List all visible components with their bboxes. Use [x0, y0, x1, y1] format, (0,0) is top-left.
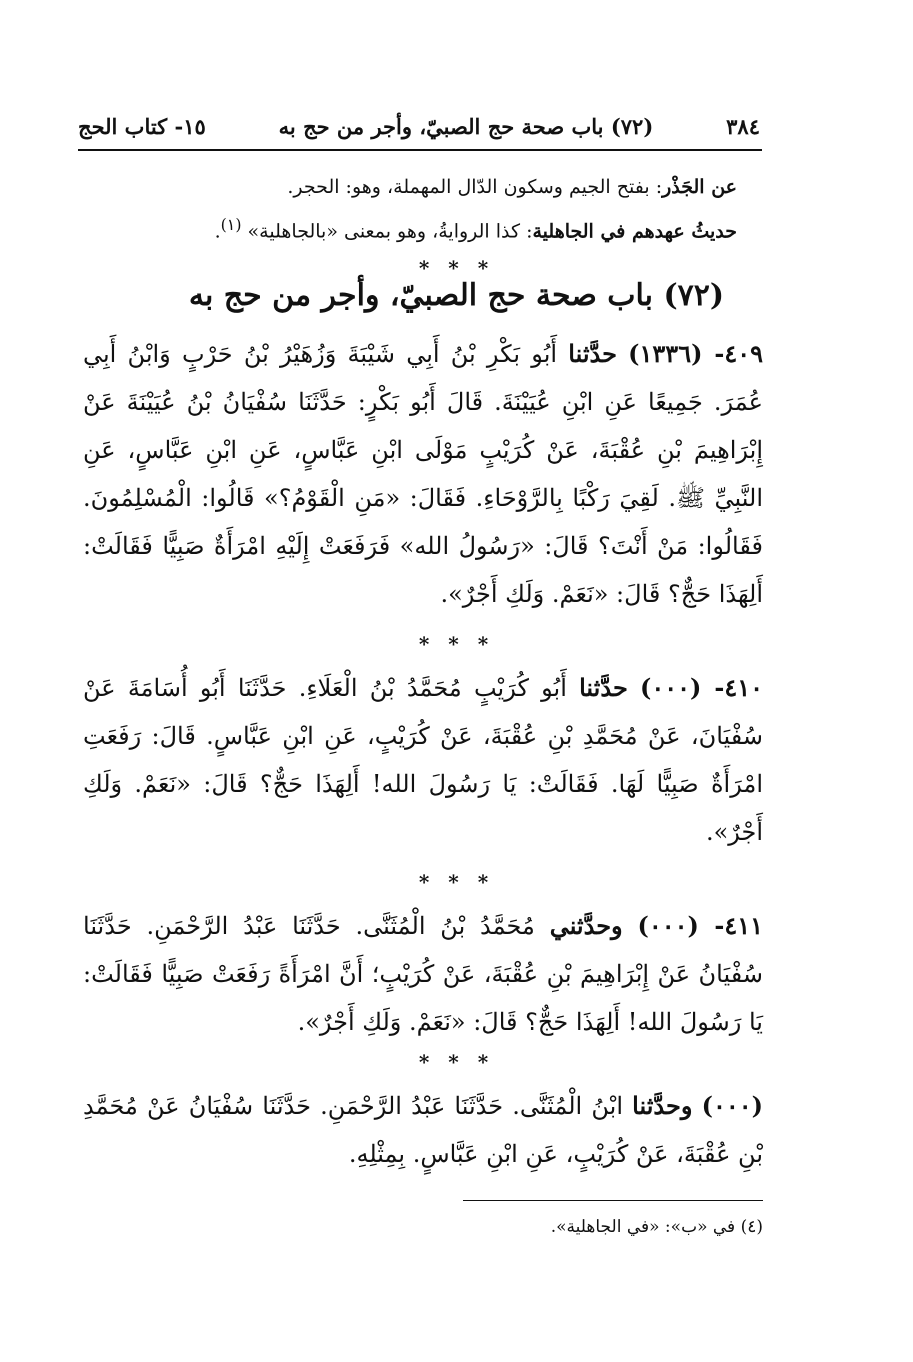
- chapter-title: (٧٢) باب صحة حج الصبيّ، وأجر من حج به: [188, 278, 725, 313]
- footnote-marker: (٤): [740, 1217, 763, 1237]
- hadith-text: أَبُو بَكْرِ بْنُ أَبِي شَيْبَةَ وَزُهَيْرُ بْنُ حَرْبٍ وَابْنُ أَبِي عُمَرَ. جَمِيعًا عَنِ ابْنِ عُيَيْنَةَ. قَالَ أَبُو بَكْرٍ: حَدَّثَنَا سُفْيَانُ بْنُ عُيَيْنَةَ عَنْ إِبْرَاهِيمَ بْنِ عُقْبَةَ، عَنْ كُرَيْبٍ مَوْلَى ابْنِ عَبَّاسٍ، عَنِ ابْنِ عَبَّاسٍ، عَنِ النَّبِيِّ ﷺ. لَقِيَ رَكْبًا بِالرَّوْحَاءِ. فَقَالَ: «مَنِ الْقَوْمُ؟» قَالُوا: الْمُسْلِمُونَ. فَقَالُوا: مَنْ أَنْتَ؟ قَالَ: «رَسُولُ الله» فَرَفَعَتْ إِلَيْهِ امْرَأَةٌ صَبِيًّا فَقَالَتْ: أَلِهَذَا حَجٌّ؟ قَالَ: «نَعَمْ. وَلَكِ أَجْرٌ».: [83, 340, 763, 608]
- hadith-text: أَبُو كُرَيْبٍ مُحَمَّدُ بْنُ الْعَلَاءِ. حَدَّثَنَا أَبُو أُسَامَةَ عَنْ سُفْيَانَ، عَنْ مُحَمَّدِ بْنِ عُقْبَةَ، عَنْ كُرَيْبٍ، عَنِ ابْنِ عَبَّاسٍ. قَالَ: رَفَعَتِ امْرَأَةٌ صَبِيًّا لَهَا. فَقَالَتْ: يَا رَسُولَ الله! أَلِهَذَا حَجٌّ؟ قَالَ: «نَعَمْ. وَلَكِ أَجْرٌ».: [83, 674, 763, 846]
- intro-notes: [177, 168, 737, 250]
- hadith-entry: [83, 902, 763, 1046]
- note-text: : بفتح الجيم وسكون الدّال المهملة، وهو: الحجر.: [287, 176, 663, 198]
- note-text: : كذا الروايةُ، وهو بمعنى «بالجاهلية»: [247, 220, 533, 243]
- section-separator: * * *: [418, 632, 495, 656]
- hadith-number: (٠٠٠): [701, 1091, 763, 1120]
- hadith-text: مُحَمَّدُ بْنُ الْمُثَنَّى. حَدَّثَنَا عَبْدُ الرَّحْمَنِ. حَدَّثَنَا سُفْيَانُ عَنْ إِبْرَاهِيمَ بْنِ عُقْبَةَ، عَنْ كُرَيْبٍ؛ أَنَّ امْرَأَةً رَفَعَتْ صَبِيًّا فَقَالَتْ: يَا رَسُولَ الله! أَلِهَذَا حَجٌّ؟ قَالَ: «نَعَمْ. وَلَكِ أَجْرٌ».: [83, 912, 763, 1036]
- hadith-number: ٤٠٩- (١٣٣٦): [628, 339, 763, 368]
- hadith-text: ابْنُ الْمُثَنَّى. حَدَّثَنَا عَبْدُ الرَّحْمَنِ. حَدَّثَنَا سُفْيَانُ عَنْ مُحَمَّدِ بْنِ عُقْبَةَ، عَنْ كُرَيْبٍ، عَنِ ابْنِ عَبَّاسٍ. بِمِثْلِهِ.: [83, 1092, 763, 1168]
- note-line: حديثُ عهدهم في الجاهلية: كذا الروايةُ، وهو بمعنى «بالجاهلية» $^{(١)}$.: [214, 215, 737, 243]
- hadith-entry: [83, 330, 763, 618]
- book-running-title: ١٥- كتاب الحج: [78, 113, 206, 139]
- hadith-narrator-verb: وحدَّثنا: [632, 1091, 693, 1120]
- footnote-ref: (١): [220, 215, 242, 234]
- footnote-text: في «ب»: «في الجاهلية».: [550, 1217, 736, 1237]
- header-divider: [78, 149, 762, 151]
- running-header: [78, 106, 760, 146]
- note-term: حديثُ عهدهم في الجاهلية: [532, 220, 737, 243]
- footnote: [363, 1214, 763, 1240]
- hadith-number: ٤١٠- (٠٠٠): [640, 673, 763, 702]
- hadith-entry: [83, 1082, 763, 1178]
- note-term: عن الجَذْر: [662, 176, 737, 198]
- hadith-narrator-verb: وحدَّثني: [549, 911, 623, 940]
- hadith-narrator-verb: حدَّثنا: [568, 339, 617, 368]
- hadith-entry: [83, 664, 763, 856]
- note-line: [177, 168, 737, 206]
- footnote-divider: [463, 1200, 763, 1201]
- chapter-running-title: (٧٢) باب صحة حج الصبيّ، وأجر من حج به: [278, 113, 654, 139]
- section-separator: * * *: [418, 870, 495, 894]
- hadith-narrator-verb: حدَّثنا: [579, 673, 628, 702]
- section-separator: * * *: [418, 1050, 495, 1074]
- section-separator: * * *: [418, 256, 495, 280]
- hadith-number: ٤١١- (٠٠٠): [637, 911, 763, 940]
- page-number: ٣٨٤: [726, 113, 760, 139]
